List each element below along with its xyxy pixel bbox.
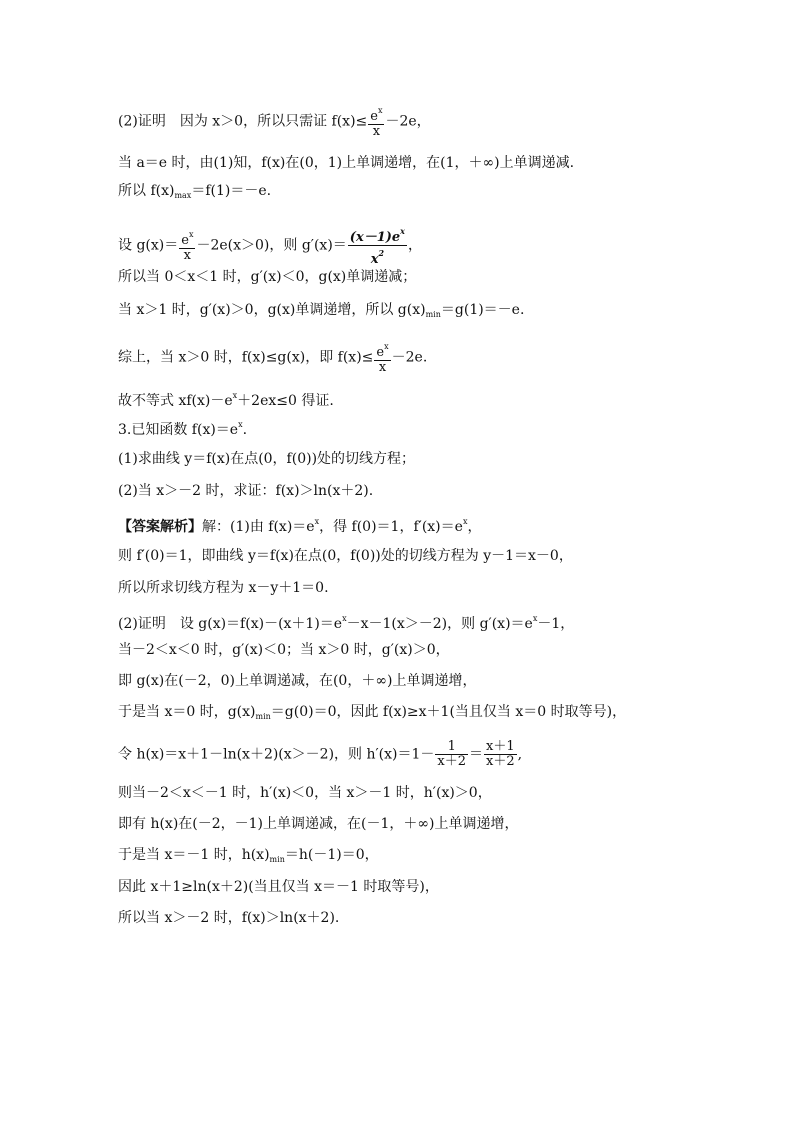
answer-line-5: 当－2＜x＜0 时，g′(x)＜0；当 x＞0 时，g′(x)＞0，: [118, 642, 450, 658]
question-3-part-2: (2)当 x＞－2 时，求证：f(x)＞ln(x＋2).: [118, 483, 374, 499]
question-3-part-1: (1)求曲线 y＝f(x)在点(0，f(0))处的切线方程；: [118, 451, 416, 467]
answer-line-3: 所以所求切线方程为 x－y＋1＝0.: [118, 580, 329, 596]
proof-line-1: [118, 104, 431, 139]
answer-line-11: 于是当 x＝－1 时，$h(x)_{min}=h(-1)=0$，: [118, 847, 379, 864]
proof-line-7: 综上，当 x＞0 时，f(x)≤g(x)，即 f(x)≤ $\frac{e^x}{x}$ －2e.: [118, 342, 428, 375]
answer-line-8: 令 h(x)＝x＋1－ln(x＋2)(x＞－2)，则 h′(x)＝1－ $\frac{1}{x+2}$ ＝ $\frac{x+1}{x+2}$ ,: [118, 739, 523, 769]
answer-line-9: 则当－2＜x＜－1 时，h′(x)＜0，当 x＞－1 时，h′(x)＞0，: [118, 785, 492, 801]
fraction-one-over-x-plus-2: $\frac{1}{x+2}$: [437, 739, 467, 769]
fraction-derivative: $\frac{(x-1)e^x}{x^2}$: [349, 226, 405, 267]
answer-label: 【答案解析】: [118, 519, 202, 535]
proof-line-8: 故不等式 $xf(x)-e^x+2ex\le 0$ 得证.: [118, 391, 334, 409]
proof-line-3: 所以 $f(x)_{max}=f(1)=-e$.: [118, 183, 272, 200]
text: (2)证明 因为 x＞0，所以只需证 f(x)≤: [118, 113, 368, 130]
fraction-ex-over-x: $\frac{e^x}{x}$: [376, 342, 389, 375]
proof-line-2: 当 a＝e 时，由(1)知，f(x)在(0，1)上单调递增，在(1，＋∞)上单调递减.: [118, 155, 575, 171]
answer-line-4: (2)证明 设 $g(x)=f(x)-(x+1)=e^x-x-1(x>-2)$，则 $g'(x)=e^x-1$，: [118, 614, 575, 632]
fraction-ex-over-x: $\frac{e^x}{x}$: [181, 230, 194, 263]
answer-line-13: 所以当 x＞－2 时，f(x)＞ln(x＋2).: [118, 910, 340, 926]
fraction-ex-over-x: $\frac{e^x}{x}$: [370, 106, 383, 139]
text: －2e，: [385, 113, 431, 130]
answer-line-6: 即 g(x)在(－2，0)上单调递减，在(0，＋∞)上单调递增，: [118, 673, 477, 689]
proof-line-4: 设 g(x)＝ $\frac{e^x}{x}$ －2e(x＞0)，则 g′(x)＝ $\frac{(x-1)e^x}{x^2}$ ，: [118, 226, 422, 267]
answer-line-12: 因此 x＋1≥ln(x＋2)(当且仅当 x＝－1 时取等号)，: [118, 879, 439, 895]
fraction-x-plus-1-over-x-plus-2: $\frac{x+1}{x+2}$: [486, 739, 515, 769]
answer-line-7: 于是当 x＝0 时，$g(x)_{min}=g(0)=0$，因此 f(x)≥x＋1(当且仅当 x＝0 时取等号)，: [118, 704, 627, 721]
proof-line-5: 所以当 0＜x＜1 时，g′(x)＜0，g(x)单调递减；: [118, 269, 417, 285]
answer-line-10: 即有 h(x)在(－2，－1)上单调递减，在(－1，＋∞)上单调递增，: [118, 816, 519, 832]
question-3-title: 3.已知函数 $f(x)=e^x$.: [118, 420, 248, 438]
answer-line-2: 则 f′(0)＝1，即曲线 y＝f(x)在点(0，f(0))处的切线方程为 y－1＝x－0，: [118, 548, 573, 564]
proof-line-6: 当 x＞1 时，g′(x)＞0，g(x)单调递增，所以 $g(x)_{min}=g(1)=-e$.: [118, 302, 525, 319]
answer-heading-line: 【答案解析】解：(1)由 $f(x)=e^x$，得 f(0)＝1，$f'(x)=e^x$，: [118, 517, 482, 535]
